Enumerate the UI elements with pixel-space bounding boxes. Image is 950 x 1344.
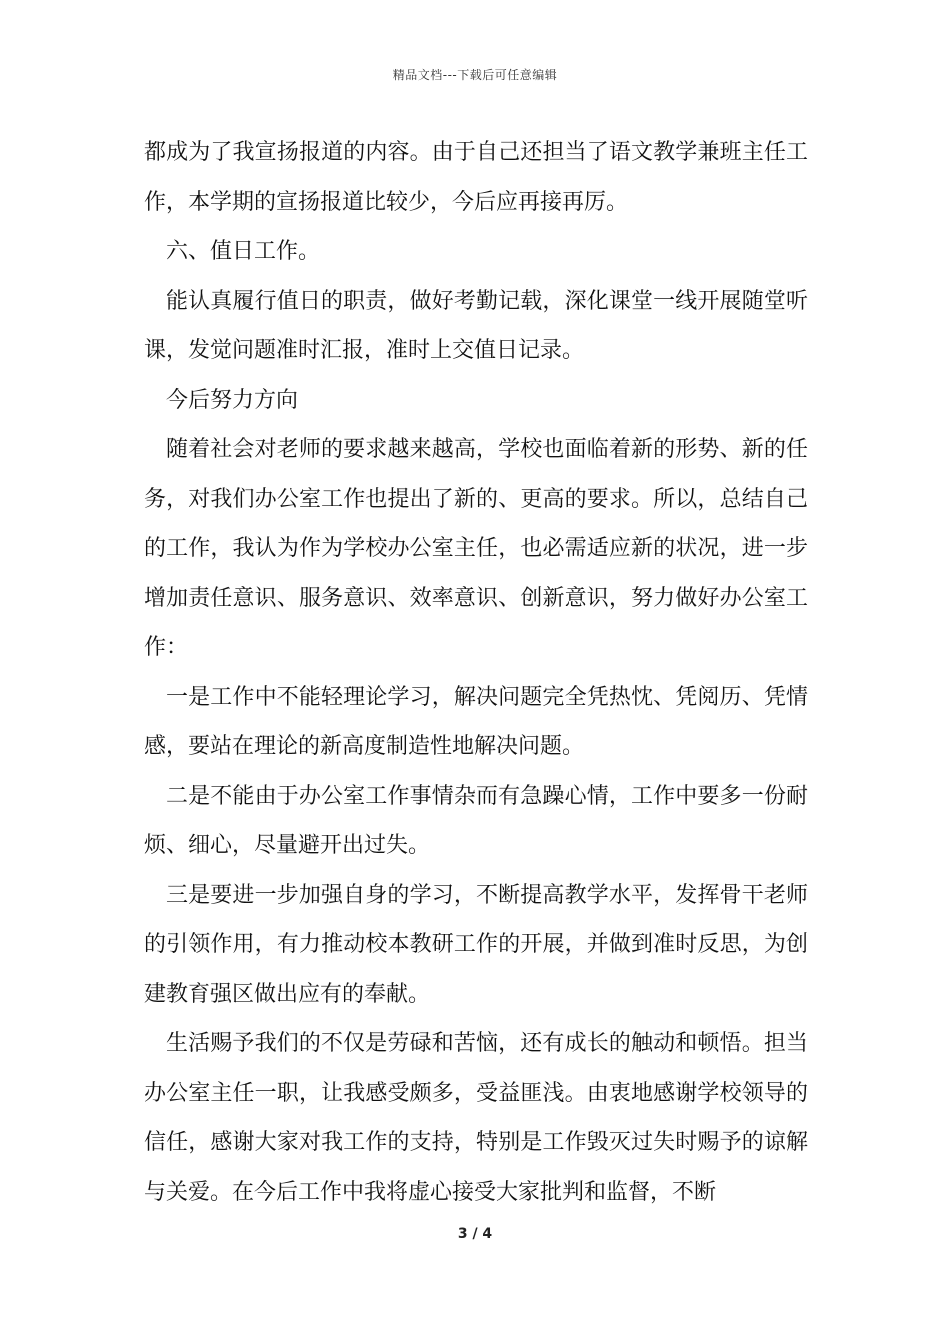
paragraph-closing: 生活赐予我们的不仅是劳碌和苦恼，还有成长的触动和顿悟。担当办公室主任一职，让我感受颇多，受益匪浅。由衷地感谢学校领导的信任，感谢大家对我工作的支持，特别是工作毁灭过失时赐予的谅解与关爱。在今后工作中我将虚心接受大家批判和监督，不断 (144, 1031, 808, 1205)
page-header: 精品文档---下载后可任意编辑 (392, 68, 558, 82)
paragraph-future-direction: 随着社会对老师的要求越来越高，学校也面临着新的形势、新的任务，对我们办公室工作也提出了新的、更高的要求。所以，总结自己的工作，我认为作为学校办公室主任，也必需适应新的状况，进一步增加责任意识、服务意识、效率意识、创新意识，努力做好办公室工作： (144, 437, 808, 660)
section-heading-duty-work: 六、值日工作。 (166, 239, 321, 264)
paragraph-point-one: 一是工作中不能轻理论学习，解决问题完全凭热忱、凭阅历、凭情感，要站在理论的新高度制造性地解决问题。 (144, 684, 808, 759)
paragraph-duty-work: 能认真履行值日的职责，做好考勤记载，深化课堂一线开展随堂听课，发觉问题准时汇报，准时上交值日记录。 (144, 288, 808, 363)
document-body (144, 128, 808, 1217)
paragraph-point-three: 三是要进一步加强自身的学习，不断提高教学水平，发挥骨干老师的引领作用，有力推动校本教研工作的开展，并做到准时反思，为创建教育强区做出应有的奉献。 (144, 882, 808, 1007)
page-number: 3 / 4 (457, 1226, 493, 1242)
section-heading-future-direction: 今后努力方向 (166, 387, 299, 413)
paragraph-continuation: 都成为了我宣扬报道的内容。由于自己还担当了语文教学兼班主任工作，本学期的宣扬报道比较少，今后应再接再厉。 (144, 140, 808, 215)
paragraph-point-two: 二是不能由于办公室工作事情杂而有急躁心情，工作中要多一份耐烦、细心，尽量避开出过失。 (144, 783, 808, 858)
